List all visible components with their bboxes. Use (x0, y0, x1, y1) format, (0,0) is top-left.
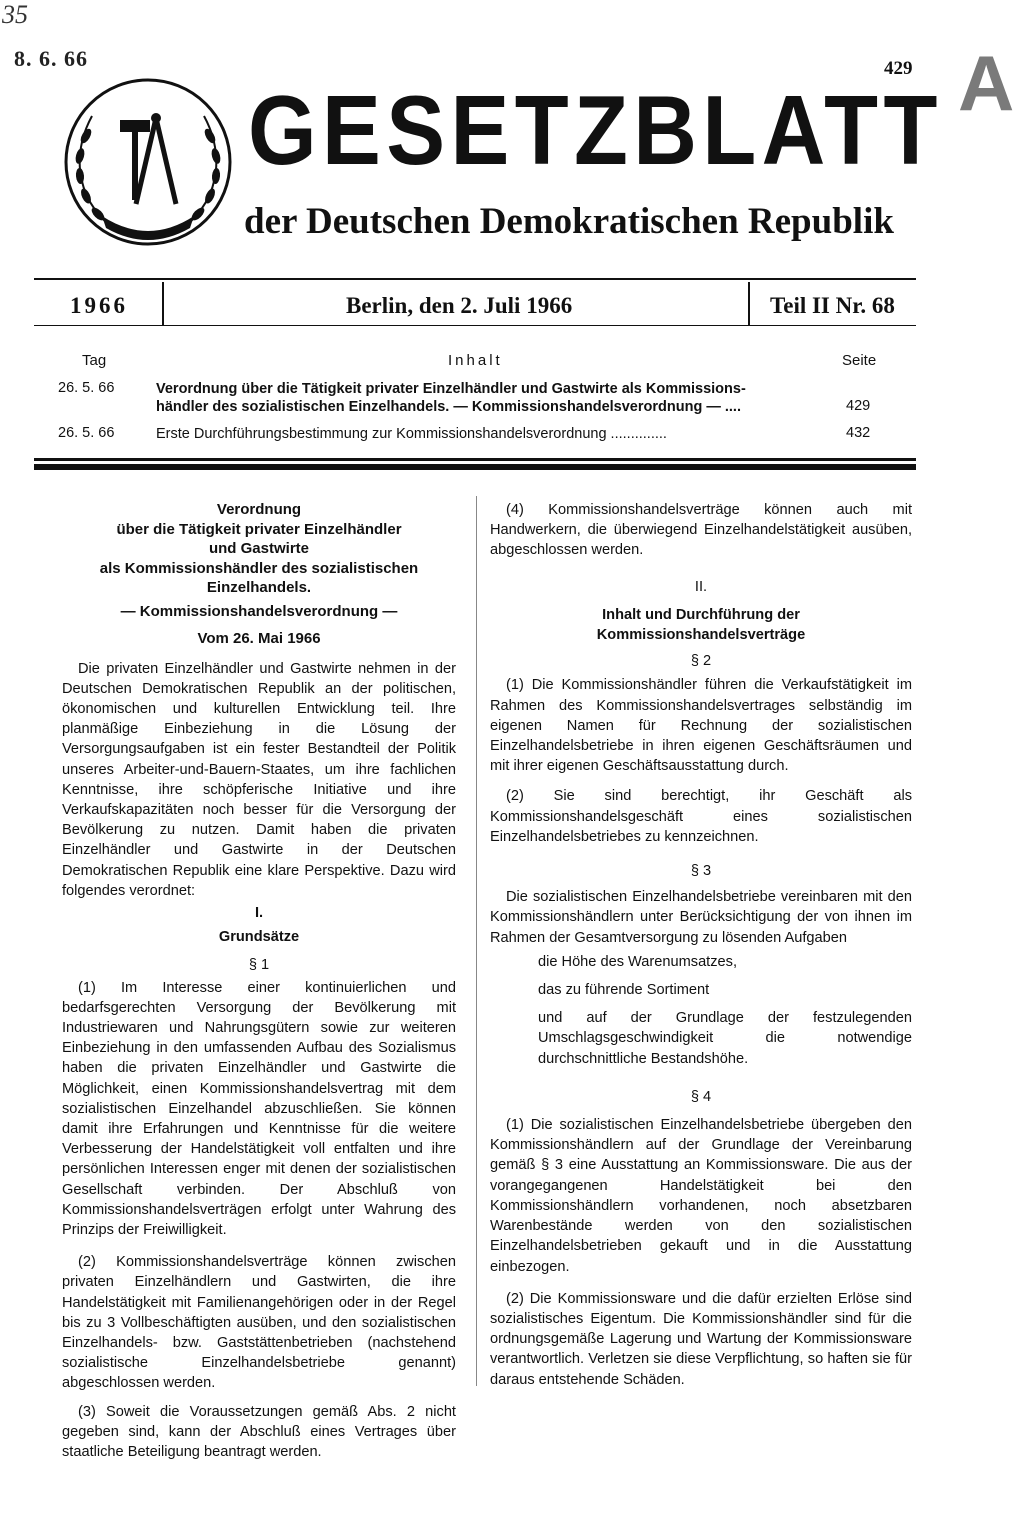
section-number: I. (254, 904, 264, 921)
toc-rule-thick (34, 464, 916, 470)
paragraph-text: (3) Soweit die Voraussetzungen gemäß Abs. 2 nicht gegeben sind, kann der Abschluß eines Vertrages über staatliche Beteiligung beantragt werden. (62, 1403, 456, 1461)
toc-rule-thin (34, 458, 916, 461)
toc-entry-title: Erste Durchführungsbestimmung zur Kommissionshandelsverordnung .............. (156, 426, 667, 442)
toc-entry-page: 432 (846, 425, 871, 441)
paragraph-text: Die sozialistischen Einzelhandelsbetriebe vereinbaren mit den Kommissionshändlern unter Berücksichtigung der von ihnen im Rahmen der Gesamtversorgung zu lösenden Aufgaben (490, 889, 912, 946)
section-title (490, 605, 912, 645)
paragraph-text: (1) Im Interesse einer kontinuierlichen und bedarfsgerechten Versorgung der Bevölkerung mit Industriewaren und Nahrungsgütern sowie zur weiteren Einbeziehung in den umfassenden Aufbau des Sozialismus haben die privaten Einzelhändler und Gastwirte die Möglichkeit, einen Kommissionshandelsvertrag mit dem sozialistischen Einzelhandel abzuschließen. Sie können damit ihre Erfahrungen und Kenntnisse für die weitere Verbesserung der Handelstätigkeit voll entfalten und ihre persönlichen Interessen enger mit denen der sozialistischen Gesellschaft verbinden. Der Abschluß von Kommissionshandelsverträgen erfolgt unter Wahrung des Prinzips der Freiwilligkeit. (62, 979, 456, 1238)
column-divider (476, 496, 477, 1386)
decree-short-title: — Kommissionshandelsverordnung — (120, 602, 398, 620)
toc-entry-date: 26. 5. 66 (58, 380, 115, 396)
date-stamp: 8. 6. 66 (14, 46, 88, 71)
paragraph-number: § 2 (690, 653, 712, 670)
corner-handwritten-mark: 35 (2, 0, 28, 29)
section-title-line: Kommissionshandelsverträge (596, 627, 806, 644)
list-item: und auf der Grundlage der festzulegenden Umschlagsgeschwindigkeit die notwendige durchschnittliche Bestandshöhe. (538, 1010, 912, 1067)
info-bar-divider-right (748, 282, 750, 326)
handwritten-letter: A (958, 39, 1015, 127)
paragraph-text: (2) Kommissionshandelsverträge können zwischen privaten Einzelhändlern und Gastwirten, die ihre Handelstätigkeit mit Familienangehörigen oder in der Regel bis zu 3 Vollbeschäftigten ausüben, und den sozialistischen Einzelhandels- bzw. Gaststättenbetrieben (nachstehend sozialistische Einzelhandelsbetriebe genannt) abgeschlossen werden. (62, 1254, 456, 1392)
left-column (62, 500, 456, 1462)
paragraph-text: (2) Die Kommissionsware und die dafür erzielten Erlöse sind sozialistisches Eigentum. Die Kommissionshändler sind für die ordnungsgemäße Lagerung und Wartung der Kommissionsware verantwortlich. Verletzen sie diese Verpflichtung, so haften sie für daraus entstehende Schäden. (490, 1290, 912, 1388)
paragraph-text: (1) Die sozialistischen Einzelhandelsbetriebe übergeben den Kommissionshändlern auf der Grundlage der Vereinbarung gemäß § 3 eine Ausstattung an Kommissionsware. Die aus der vorangegangenen Handelstätigkeit bei den Kommissionshändlern vorhandenen, noch absetzbaren Warenbestände werden von den sozialistischen Einzelhandelsbetrieben gekauft und in die Ausstattung einbezogen. (490, 1117, 912, 1275)
paragraph-text: (4) Kommissionshandelsverträge können auch mit Handwerkern, die überwiegend Einzelhandelstätigkeit ausüben, abgeschlossen werden. (490, 502, 912, 559)
masthead-title: GESETZBLATT (248, 75, 943, 185)
toc-entry-title (156, 380, 816, 416)
info-bar-divider-left (162, 282, 164, 326)
right-column (490, 500, 912, 1390)
decree-title-line: als Kommissionshändler des sozialistischen (99, 559, 419, 577)
issue-place-date: Berlin, den 2. Juli 1966 (346, 293, 573, 318)
decree-title-line: Einzelhandels. (206, 579, 312, 596)
toc-col-title: Inhalt (448, 352, 503, 369)
list-item: das zu führende Sortiment (538, 982, 710, 999)
preamble: Die privaten Einzelhändler und Gastwirte nehmen in der Deutschen Demokratischen Republik an der politischen, ökonomischen und kulturellen Entwicklung teil. Ihre planmäßige Einbeziehung in die Lösung der Versorgungsaufgaben ist ein fester Bestandteil der Politik unseres Arbeiter-und-Bauern-Staates, um ihre fachlichen Kenntnisse, ihre schöpferische Initiative und ihre Verkaufskapazitäten noch besser für die Versorgung der Bevölkerung zu nutzen. Damit haben die privaten Einzelhändler und Gastwirte in der Deutschen Demokratischen Republik eine klare Perspektive. Dazu wird folgendes verordnet: (62, 660, 456, 899)
list-item: die Höhe des Warenumsatzes, (538, 953, 738, 970)
masthead-subtitle: der Deutschen Demokratischen Republik (244, 201, 894, 242)
decree-title (62, 500, 456, 649)
paragraph-text: (1) Die Kommissionshändler führen die Verkaufstätigkeit im Rahmen des Kommissionshandelsvertrages selbständig im eigenen Namen für Rechnung der sozialistischen Einzelhandelsbetriebe in ihren eigenen Geschäftsräumen und mit ihrer eigenen Geschäftsausstattung durch. (490, 677, 912, 775)
paragraph-number: § 3 (690, 863, 712, 880)
page-number: 429 (884, 58, 913, 79)
decree-title-line: über die Tätigkeit privater Einzelhändler (116, 520, 402, 538)
section-title: Grundsätze (218, 929, 300, 946)
state-emblem-icon (62, 76, 234, 248)
paragraph-number: § 4 (690, 1088, 712, 1105)
info-bar-bottom-rule (34, 325, 916, 326)
issue-year: 1966 (70, 293, 128, 318)
toc-col-date: Tag (82, 352, 107, 369)
decree-title-line: Verordnung (216, 501, 302, 518)
toc-col-page: Seite (842, 352, 877, 369)
section-number: II. (694, 578, 708, 595)
decree-date: Vom 26. Mai 1966 (197, 630, 321, 647)
decree-title-line: und Gastwirte (208, 540, 309, 557)
issue-part-number: Teil II Nr. 68 (770, 293, 895, 318)
toc-entry-page: 429 (846, 398, 871, 414)
toc-entry-date: 26. 5. 66 (58, 425, 115, 441)
toc-entry-line: händler des sozialistischen Einzelhandels. — Kommissionshandelsverordnung — .... (156, 399, 741, 415)
section-title-line: Inhalt und Durchführung der (602, 606, 800, 623)
toc-entry-line: Verordnung über die Tätigkeit privater Einzelhändler und Gastwirte als Kommissions- (156, 381, 746, 397)
paragraph-number: § 1 (248, 957, 270, 974)
paragraph-text: (2) Sie sind berechtigt, ihr Geschäft als Kommissionshandelsgeschäft eines sozialistischen Einzelhandelsbetriebes zu kennzeichnen. (490, 788, 912, 845)
info-bar-top-rule (34, 278, 916, 280)
